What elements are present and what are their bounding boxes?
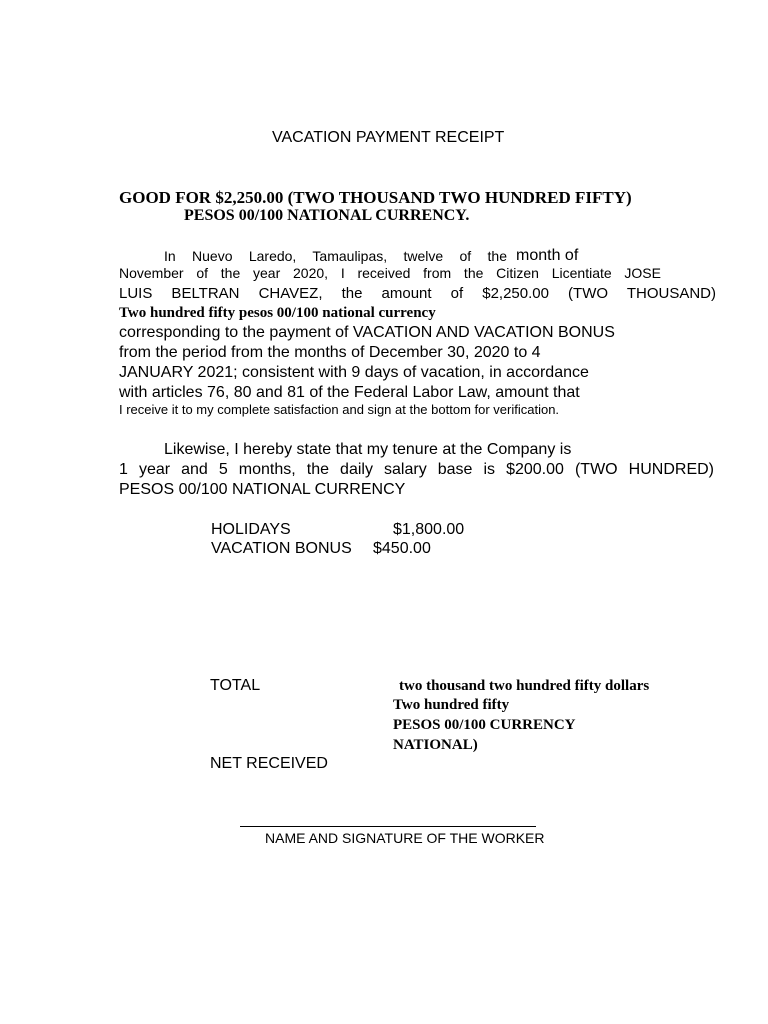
paragraph1-line5: corresponding to the payment of VACATION AND VACATION BONUS bbox=[119, 324, 615, 341]
total-words-line-3: PESOS 00/100 CURRENCY bbox=[393, 717, 576, 733]
holidays-amount: $1,800.00 bbox=[393, 521, 465, 538]
good-for-line-2: PESOS 00/100 NATIONAL CURRENCY. bbox=[184, 207, 470, 224]
total-words-line-2: Two hundred fifty bbox=[393, 697, 510, 713]
paragraph2-line2: 1 year and 5 months, the daily salary base is $200.00 (TWO HUNDRED) bbox=[119, 461, 714, 478]
paragraph2-line3: PESOS 00/100 NATIONAL CURRENCY bbox=[119, 481, 406, 498]
signature-caption: NAME AND SIGNATURE OF THE WORKER bbox=[265, 830, 545, 846]
document-title: VACATION PAYMENT RECEIPT bbox=[272, 129, 505, 146]
holidays-label: HOLIDAYS bbox=[211, 521, 291, 538]
paragraph1-line4: Two hundred fifty pesos 00/100 national currency bbox=[119, 305, 436, 321]
vacation-bonus-amount: $450.00 bbox=[373, 540, 431, 557]
signature-line bbox=[240, 826, 536, 827]
vacation-bonus-label: VACATION BONUS bbox=[211, 540, 352, 557]
paragraph1-line9: I receive it to my complete satisfaction and sign at the bottom for verification. bbox=[119, 402, 560, 417]
net-received-label: NET RECEIVED bbox=[210, 755, 328, 772]
paragraph1-line1-end: month of bbox=[516, 247, 579, 264]
paragraph1-line3: LUIS BELTRAN CHAVEZ, the amount of $2,250.00 (TWO THOUSAND) bbox=[119, 285, 716, 302]
total-words-line-4: NATIONAL) bbox=[393, 737, 478, 753]
paragraph1-line1: In Nuevo Laredo, Tamaulipas, twelve of the bbox=[164, 248, 507, 264]
total-label: TOTAL bbox=[210, 677, 261, 694]
paragraph1-line2: November of the year 2020, I received from the Citizen Licentiate JOSE bbox=[119, 265, 661, 281]
total-words-line-1: two thousand two hundred fifty dollars bbox=[399, 678, 650, 694]
paragraph1-line8: with articles 76, 80 and 81 of the Federal Labor Law, amount that bbox=[119, 384, 580, 401]
good-for-line-1: GOOD FOR $2,250.00 (TWO THOUSAND TWO HUNDRED FIFTY) bbox=[119, 188, 632, 207]
paragraph1-line7: JANUARY 2021; consistent with 9 days of vacation, in accordance bbox=[119, 364, 589, 381]
paragraph2-line1: Likewise, I hereby state that my tenure at the Company is bbox=[164, 441, 572, 458]
paragraph1-line6: from the period from the months of December 30, 2020 to 4 bbox=[119, 344, 541, 361]
